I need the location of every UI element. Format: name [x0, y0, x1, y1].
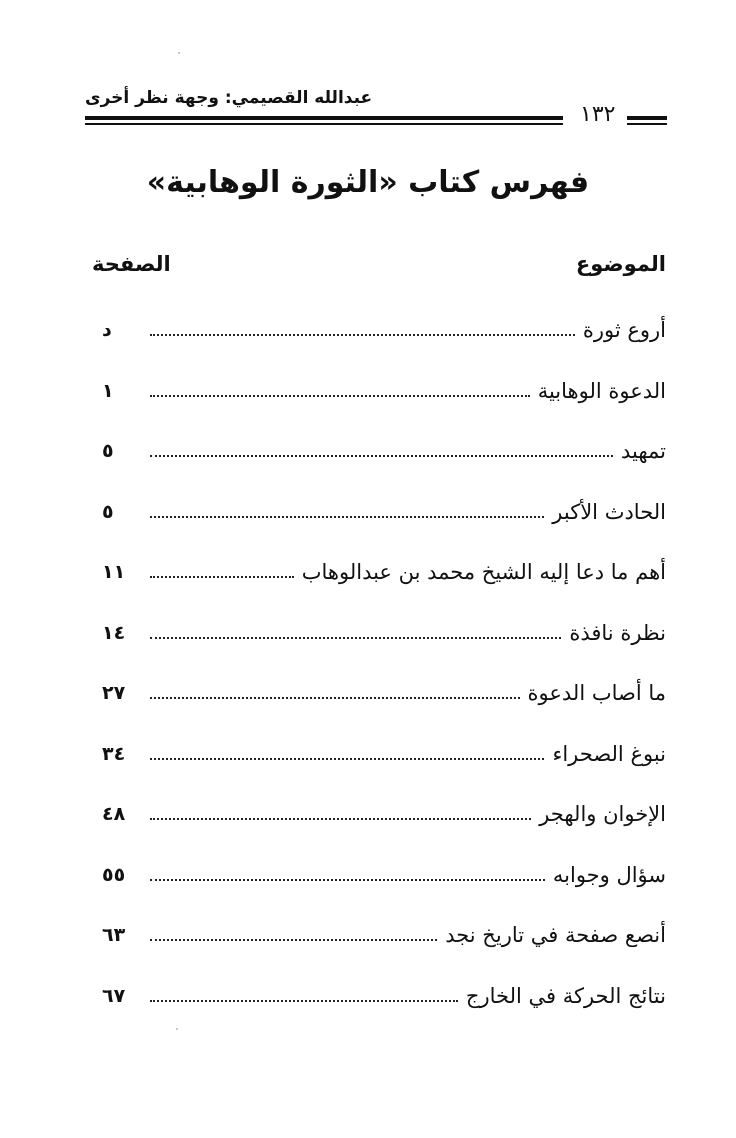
dot-leader [150, 576, 294, 578]
dot-leader [150, 818, 531, 820]
running-header [85, 88, 667, 128]
toc-entry-title: الدعوة الوهابية [537, 378, 666, 403]
toc-entry-page: ١١ [102, 561, 126, 584]
page-number: ١٣٢ [580, 102, 616, 127]
scan-speck [178, 52, 180, 54]
toc-entry-page: ١٤ [102, 621, 126, 644]
toc-entry-page: ٥ [102, 500, 114, 523]
toc-entry-page: د [102, 319, 112, 342]
toc-entry-title: ما أصاب الدعوة [527, 681, 666, 706]
toc-entry [102, 905, 666, 966]
toc-entry [102, 361, 666, 422]
toc-entry-page: ٥ [102, 440, 114, 463]
toc-entry-title: أهم ما دعا إليه الشيخ محمد بن عبدالوهاب [301, 560, 666, 585]
toc-entry-title: أنصع صفحة في تاريخ نجد [445, 923, 666, 948]
toc-entry [102, 542, 666, 603]
header-rule [85, 116, 563, 126]
toc-entry-title: سؤال وجوابه [552, 862, 666, 887]
toc-entry [102, 603, 666, 664]
toc-entry-title: أروع ثورة [582, 318, 666, 343]
toc-entry [102, 300, 666, 361]
toc-entry-page: ٥٥ [102, 863, 126, 886]
dot-leader [150, 1000, 458, 1002]
column-header-page: الصفحة [92, 252, 171, 276]
toc-entry-page: ٢٧ [102, 682, 126, 705]
toc-entry [102, 482, 666, 543]
table-of-contents [102, 300, 666, 1026]
toc-entry-title: نظرة نافذة [569, 620, 666, 645]
dot-leader [150, 939, 437, 941]
page-title: فهرس كتاب «الثورة الوهابية» [146, 165, 590, 200]
toc-entry-title: الحادث الأكبر [552, 499, 666, 524]
scan-speck [176, 1028, 178, 1030]
toc-entry [102, 663, 666, 724]
toc-entry-page: ٦٧ [102, 984, 126, 1007]
toc-entry-page: ٤٨ [102, 803, 126, 826]
dot-leader [150, 879, 545, 881]
dot-leader [150, 334, 575, 336]
toc-entry-page: ١ [102, 379, 114, 402]
toc-entry-title: نتائج الحركة في الخارج [465, 983, 666, 1008]
toc-entry [102, 724, 666, 785]
toc-entry-page: ٣٤ [102, 742, 126, 765]
dot-leader [150, 697, 520, 699]
toc-entry [102, 966, 666, 1027]
running-header-title: عبدالله القصيمي: وجهة نظر أخرى [85, 88, 373, 108]
dot-leader [150, 516, 544, 518]
column-header-topic: الموضوع [575, 252, 666, 276]
dot-leader [150, 758, 544, 760]
toc-entry-page: ٦٣ [102, 924, 126, 947]
dot-leader [150, 637, 561, 639]
toc-entry-title: نبوغ الصحراء [552, 741, 666, 766]
toc-entry-title: الإخوان والهجر [539, 802, 666, 827]
toc-entry [102, 421, 666, 482]
toc-entry [102, 845, 666, 906]
page-number-rule [627, 116, 667, 126]
dot-leader [150, 395, 530, 397]
dot-leader [150, 455, 613, 457]
toc-entry-title: تمهيد [620, 439, 666, 464]
toc-entry [102, 784, 666, 845]
